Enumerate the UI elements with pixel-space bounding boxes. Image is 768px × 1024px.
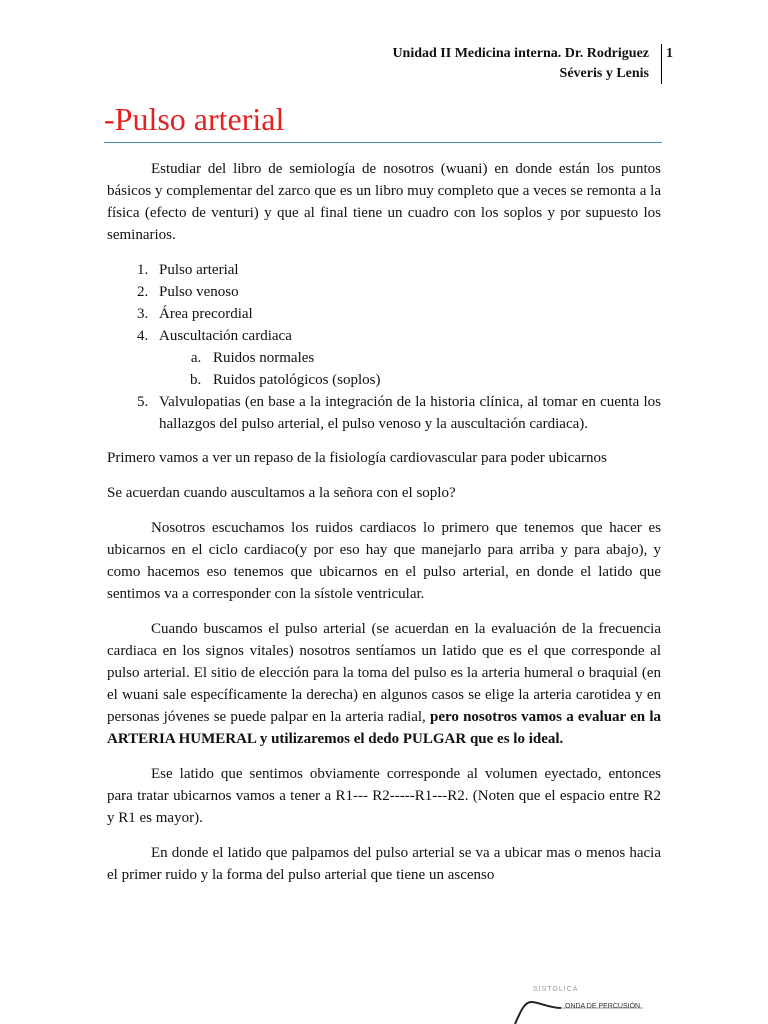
header-course: Unidad II Medicina interna. Dr. Rodriguez bbox=[392, 46, 649, 61]
pulse-wave-figure bbox=[495, 986, 665, 1024]
intro-paragraph: Estudiar del libro de semiología de nosotros (wuani) en donde están los puntos básicos y complementar del zarco que es un libro muy completo que a veces se remonta a la física (efecto de venturi) y que al final tiene un cuadro con los soplos y por supuesto los seminarios. bbox=[107, 161, 661, 243]
list-item: 1. Pulso arterial bbox=[152, 259, 661, 281]
sub-list-item: b. Ruidos patológicos (soplos) bbox=[205, 369, 661, 391]
paragraph-emphasis: pero nosotros vamos a evaluar en la ARTERIA HUMERAL y utilizaremos el dedo PULGAR que es lo ideal. bbox=[107, 709, 661, 747]
page-header bbox=[392, 44, 662, 84]
list-item: 5. Valvulopatias (en base a la integración de la historia clínica, al tomar en cuenta los hallazgos del pulso arterial, el pulso venoso y la auscultación cardiaca). bbox=[152, 391, 661, 435]
paragraph: Se acuerdan cuando auscultamos a la señora con el soplo? bbox=[107, 485, 456, 501]
page-title: -Pulso arterial bbox=[104, 101, 285, 137]
paragraph: Primero vamos a ver un repaso de la fisiología cardiovascular para poder ubicarnos bbox=[107, 450, 607, 466]
pulse-wave-icon bbox=[495, 986, 665, 1024]
topic-list bbox=[107, 259, 661, 435]
paragraph: En donde el latido que palpamos del pulso arterial se va a ubicar mas o menos hacia el primer ruido y la forma del pulso arterial que tiene un ascenso bbox=[107, 845, 661, 883]
sub-list-item: a. Ruidos normales bbox=[205, 347, 661, 369]
title-divider bbox=[104, 142, 662, 143]
page-number: 1 bbox=[666, 46, 673, 61]
document-body bbox=[107, 158, 661, 899]
header-authors: Séveris y Lenis bbox=[559, 66, 649, 81]
sub-list bbox=[159, 347, 661, 391]
list-item bbox=[152, 325, 661, 391]
figure-label-top: SISTOLICA bbox=[533, 986, 579, 993]
paragraph: Ese latido que sentimos obviamente corresponde al volumen eyectado, entonces para tratar ubicarnos vamos a tener a R1--- R2-----R1---R2. (Noten que el espacio entre R2 y R1 es mayor). bbox=[107, 766, 661, 826]
figure-label-bottom: ONDA DE PERCUSIÓN bbox=[565, 1003, 641, 1010]
list-item: 3. Área precordial bbox=[152, 303, 661, 325]
paragraph: Nosotros escuchamos los ruidos cardiacos lo primero que tenemos que hacer es ubicarnos en el ciclo cardiaco(y por eso hay que manejarlo para arriba y para abajo), y como hacemos eso tenemos que ubicarnos en el pulso arterial, en donde el latido que sentimos va a corresponder con la sístole ventricular. bbox=[107, 520, 661, 602]
paragraph bbox=[107, 618, 661, 750]
paragraph-text: Cuando buscamos el pulso arterial (se acuerdan en la evaluación de la frecuencia cardiaca en los signos vitales) nosotros sentíamos un latido que es el que corresponde al pulso arterial. El sitio de elección para la toma del pulso es la arteria humeral o braquial (en el wuani sale específicamente la derecha) en algunos casos se elige la arteria carotidea y en personas jóvenes se puede palpar en la arteria radial, bbox=[107, 621, 661, 725]
list-item-label: Auscultación cardiaca bbox=[159, 328, 292, 344]
list-item: 2. Pulso venoso bbox=[152, 281, 661, 303]
